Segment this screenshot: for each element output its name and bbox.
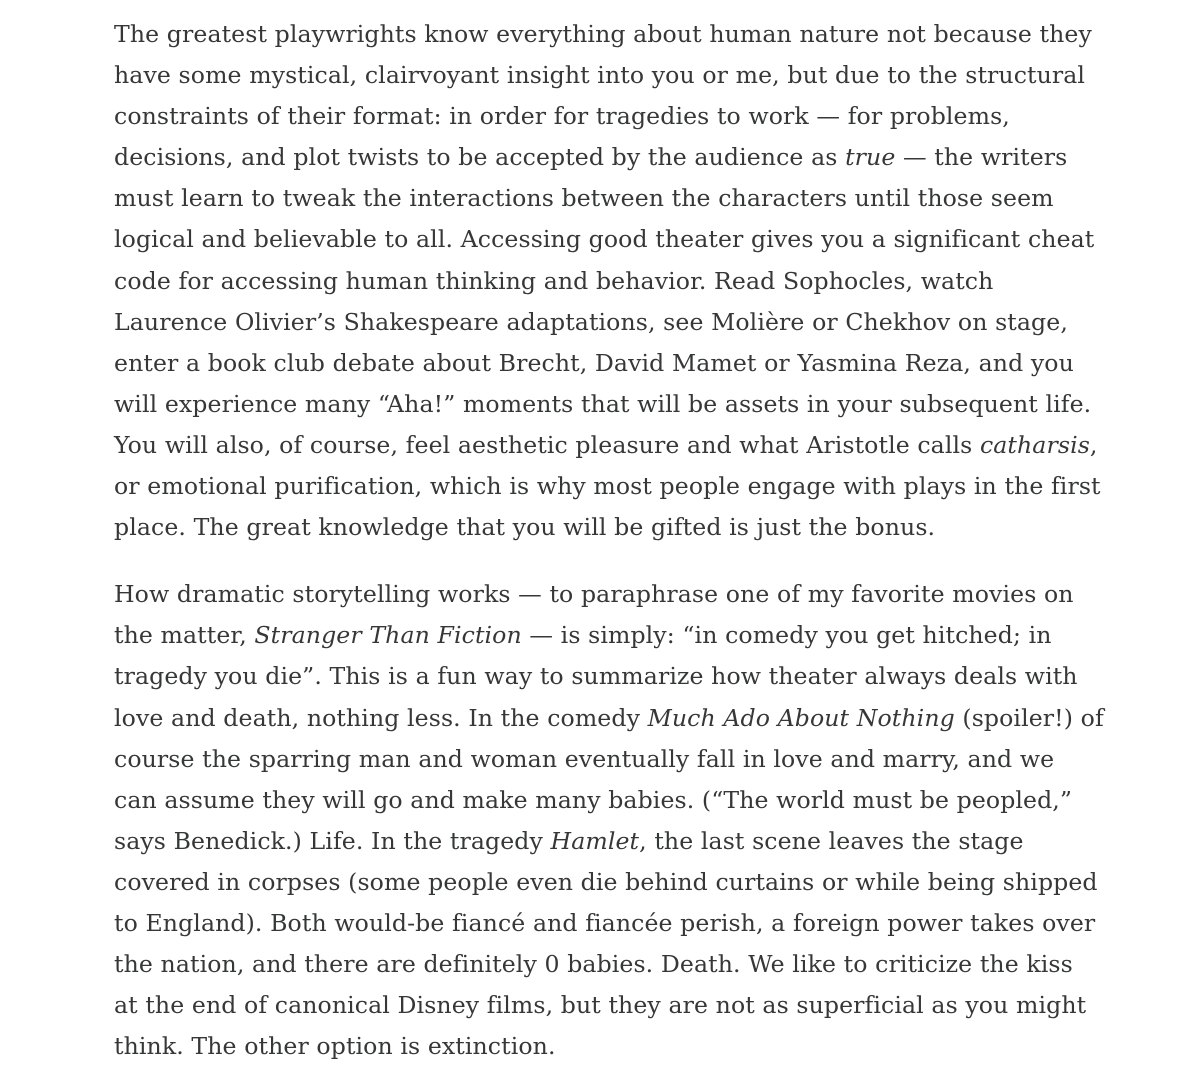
paragraph-2-text: (spoiler!) of course the sparring man and woman eventually fall in love and marry, and we can assume they will go and make many babies. (“The world must be peopled,” says Benedick.) Life. In the tragedy	[114, 703, 1104, 855]
emphasis-true: true	[845, 143, 896, 172]
emphasis-stranger-than-fiction: Stranger Than Fiction	[254, 621, 522, 650]
emphasis-hamlet: Hamlet	[550, 826, 640, 855]
paragraph-2-text: , the last scene leaves the stage covered in corpses (some people even die behind curtains or while being shipped to England). Both would-be fiancé and fiancée perish, a foreign power takes over the nation, and there are definitely 0 babies. Death. We like to criticize the kiss at the end of canonical Disney films, but they are not as superficial as you might think. The other option is extinction.	[114, 826, 1098, 1061]
paragraph-2-text: How dramatic storytelling works — to paraphrase one of my favorite movies on the matter,	[114, 580, 1074, 650]
paragraph-1-text: The greatest playwrights know everything about human nature not because they have some mystical, clairvoyant insight into you or me, but due to the structural constraints of their format: in order for tragedies to work — for problems, decisions, and plot twists to be accepted by the audience as	[114, 20, 1092, 172]
paragraph-1-text: , or emotional purification, which is why most people engage with plays in the first place. The great knowledge that you will be gifted is just the bonus.	[114, 430, 1101, 542]
emphasis-catharsis: catharsis	[979, 430, 1090, 459]
paragraph-1	[114, 14, 1104, 548]
paragraph-2	[114, 574, 1104, 1067]
article-body	[114, 14, 1104, 1067]
emphasis-much-ado-about-nothing: Much Ado About Nothing	[647, 703, 955, 732]
paragraph-2-text: — is simply: “in comedy you get hitched; in tragedy you die”. This is a fun way to summarize how theater always deals with love and death, nothing less. In the comedy	[114, 621, 1078, 732]
paragraph-1-text: — the writers must learn to tweak the interactions between the characters until those seem logical and believable to all. Accessing good theater gives you a significant cheat code for accessing human thinking and behavior. Read Sophocles, watch Laurence Olivier’s Shakespeare adaptations, see Molière or Chekhov on stage, enter a book club debate about Brecht, David Mamet or Yasmina Reza, and you will experience many “Aha!” moments that will be assets in your subsequent life. You will also, of course, feel aesthetic pleasure and what Aristotle calls	[114, 143, 1095, 459]
